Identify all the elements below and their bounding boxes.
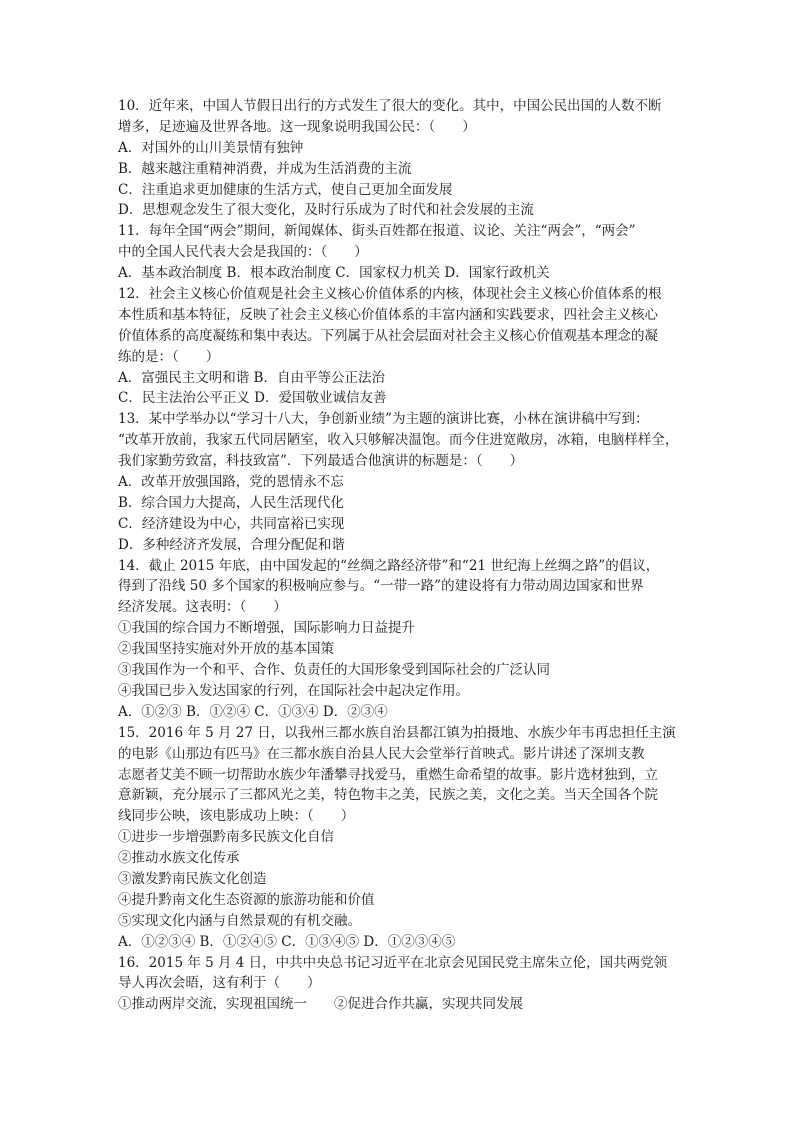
answer-option: A．①②③ B．①②④ C．①③④ D．②③④ — [118, 703, 388, 720]
question-text-line: ④提升黔南文化生态资源的旅游功能和价值 — [118, 891, 375, 908]
question-14 — [118, 556, 688, 723]
question-text-line: 11．每年全国“两会”期间，新闻媒体、街头百姓都在报道、议论、关注“两会”，“两会” — [118, 223, 636, 240]
question-text-line: ①进步一步增强黔南多民族文化自信 — [118, 829, 334, 846]
question-text-line: 导人再次会晤，这有利于（ ） — [118, 975, 321, 992]
document-page — [118, 96, 688, 1015]
question-text-line: 线同步公映，该电影成功上映：（ ） — [118, 808, 355, 825]
answer-option: A．对国外的山川美景情有独钟 — [118, 139, 304, 156]
question-text-line: ①推动两岸交流，实现祖国统一 ②促进合作共赢，实现共同发展 — [118, 996, 523, 1013]
answer-option: B．越来越注重精神消费，并成为生活消费的主流 — [118, 160, 412, 177]
question-text-line: 中的全国人民代表大会是我国的：（ ） — [118, 244, 368, 261]
question-13 — [118, 409, 688, 555]
question-16 — [118, 953, 688, 1016]
answer-option: C．注重追求更加健康的生活方式，使自己更加全面发展 — [118, 181, 453, 198]
question-text-line: 12．社会主义核心价值观是社会主义核心价值体系的内核，体现社会主义核心价值体系的根 — [118, 286, 662, 303]
question-text-line: 增多，足迹遍及世界各地。这一现象说明我国公民：（ ） — [118, 118, 476, 135]
question-text-line: 价值体系的高度凝练和集中表达。下列属于从社会层面对社会主义核心价值观基本理念的凝 — [118, 327, 658, 344]
question-text-line: 10．近年来，中国人节假日出行的方式发生了很大的变化。其中，中国公民出国的人数不断 — [118, 98, 662, 114]
answer-option: A．①②③④ B．①②④⑤ C．①③④⑤ D．①②③④⑤ — [118, 933, 456, 950]
question-text-line: 志愿者艾美不顾一切帮助水族少年潘攀寻找爱马，重燃生命希望的故事。影片选材独到，立 — [118, 766, 658, 783]
question-12 — [118, 284, 688, 409]
question-text-line: ②我国坚持实施对外开放的基本国策 — [118, 641, 334, 658]
question-15 — [118, 723, 688, 953]
answer-option: A．基本政治制度 B．根本政治制度 C．国家权力机关 D．国家行政机关 — [118, 265, 550, 282]
question-text-line: “改革开放前，我家五代同居陋室，收入只够解决温饱。而今住进宽敞房，冰箱，电脑样样全， — [118, 432, 679, 449]
answer-option: A．富强民主文明和谐 B．自由平等公正法治 — [118, 369, 385, 386]
answer-option: D．多种经济齐发展，合理分配促和谐 — [118, 536, 345, 553]
question-text-line: 得到了沿线 50 多个国家的积极响应参与。“一带一路”的建设将有力带动周边国家和世界 — [118, 578, 644, 595]
question-text-line: 意新颖，充分展示了三都风光之美，特色物丰之美，民族之美，文化之美。当天全国各个院 — [118, 787, 658, 804]
question-text-line: 13．某中学举办以“学习十八大，争创新业绩”为主题的演讲比赛，小林在演讲稿中写到： — [118, 411, 649, 428]
question-text-line: 15．2016 年 5 月 27 日，以我州三都水族自治县都江镇为拍摄地、水族少年韦再忠担任主演 — [118, 724, 676, 741]
question-text-line: ③激发黔南民族文化创造 — [118, 870, 267, 887]
question-text-line: ①我国的综合国力不断增强，国际影响力日益提升 — [118, 620, 415, 637]
question-text-line: ④我国已步入发达国家的行列，在国际社会中起决定作用。 — [118, 682, 469, 699]
question-text-line: 我们家勤劳致富，科技致富”．下列最适合他演讲的标题是：（ ） — [118, 453, 524, 470]
question-text-line: 本性质和基本特征，反映了社会主义核心价值体系的丰富内涵和实践要求，四社会主义核心 — [118, 306, 658, 323]
question-10 — [118, 96, 688, 221]
question-text-line: 16．2015 年 5 月 4 日，中共中央总书记习近平在北京会见国民党主席朱立伦，国共两党领 — [118, 954, 668, 971]
question-text-line: ③我国作为一个和平、合作、负责任的大国形象受到国际社会的广泛认同 — [118, 662, 550, 679]
question-text-line: 14．截止 2015 年底，由中国发起的“丝绸之路经济带”和“21 世纪海上丝绸之路”的倡议， — [118, 557, 660, 574]
answer-option: B．综合国力大提高，人民生活现代化 — [118, 494, 344, 511]
question-text-line: 经济发展。这表明：（ ） — [118, 599, 287, 616]
question-text-line: ②推动水族文化传承 — [118, 850, 240, 867]
question-text-line: ⑤实现文化内涵与自然景观的有机交融。 — [118, 912, 361, 929]
question-11 — [118, 221, 688, 284]
answer-option: A．改革开放强国路，党的恩情永不忘 — [118, 474, 344, 491]
question-text-line: 练的是：（ ） — [118, 348, 220, 365]
answer-option: D．思想观念发生了很大变化，及时行乐成为了时代和社会发展的主流 — [118, 202, 534, 219]
answer-option: C．民主法治公平正义 D．爱国敬业诚信友善 — [118, 390, 387, 407]
answer-option: C．经济建设为中心，共同富裕已实现 — [118, 515, 345, 532]
question-text-line: 的电影《山那边有匹马》在三都水族自治县人民大会堂举行首映式。影片讲述了深圳支教 — [118, 745, 645, 762]
